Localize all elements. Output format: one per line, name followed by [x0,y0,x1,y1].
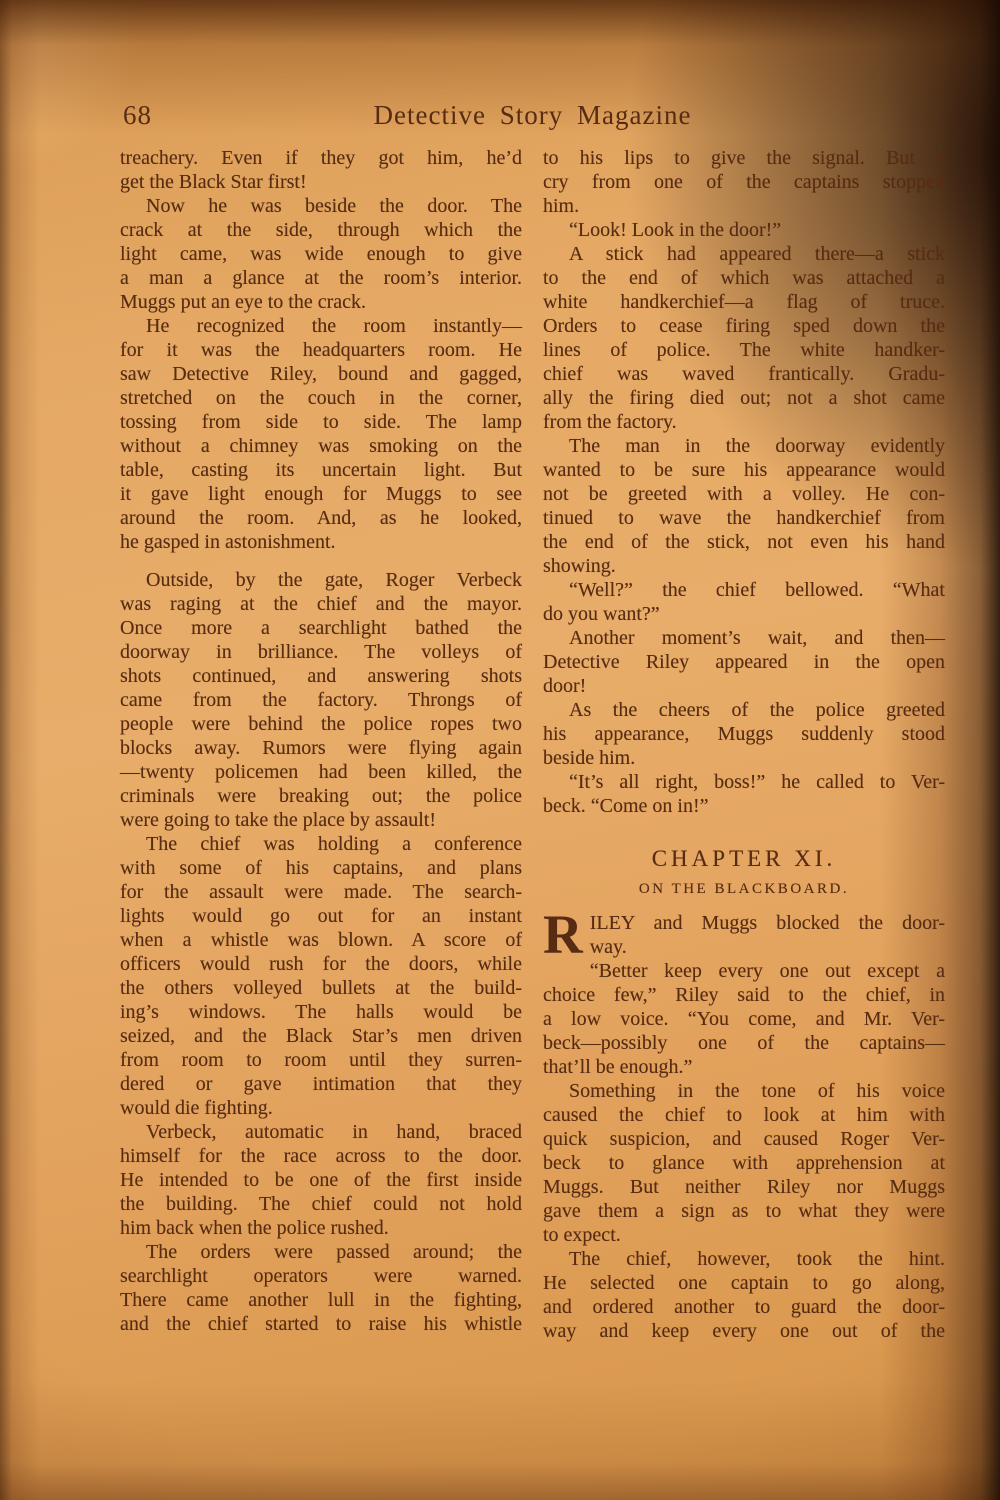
paragraph [120,314,522,554]
text-line: and the chief started to raise his whistle [120,1313,522,1335]
page-number: 68 [123,100,152,130]
text-line: Orders to cease firing sped down the [543,315,945,337]
text-line: A stick had appeared there—a stick [569,243,945,265]
text-line: the end of the stick, not even his hand [543,531,945,553]
running-title: Detective Story Magazine [373,100,692,130]
paragraph [120,194,522,314]
right-column-text [543,146,945,818]
text-line: Now he was beside the door. The [146,195,522,217]
text-line: The chief was holding a conference [146,833,522,855]
text-line: a man a glance at the room’s interior. [120,267,522,289]
text-line: criminals were breaking out; the police [120,785,522,807]
text-line: ally the firing died out; not a shot came [543,387,945,409]
chapter-subtitle: ON THE BLACKBOARD. [638,881,850,897]
text-line: and ordered another to guard the door- [543,1296,945,1318]
text-line: for the assault were made. The search- [120,881,522,903]
paragraph [543,218,945,242]
text-line: “It’s all right, boss!” he called to Ver- [569,771,945,793]
text-line: officers would rush for the doors, while [120,953,522,975]
chapter-opening-paragraph [543,904,945,965]
text-line: him. [543,195,580,217]
text-line: doorway in brilliance. The volleys of [120,641,522,663]
paragraph [543,698,945,770]
text-line: Another moment’s wait, and then— [569,627,945,649]
text-line: —twenty policemen had been killed, the [120,761,522,783]
paragraph [543,1079,945,1247]
text-line: Muggs. But neither Riley nor Muggs [543,1176,945,1198]
text-line: the others volleyed bullets at the build- [120,977,522,999]
text-line: stretched on the couch in the corner, [120,387,522,409]
paragraph [543,770,945,818]
text-line: that’ll be enough.” [543,1056,693,1078]
paragraph [543,1247,945,1343]
paragraph [120,1120,522,1240]
text-line: blocks away. Rumors were flying again [120,737,522,759]
text-line: “Better keep every one out except a [589,960,945,982]
text-line: Something in the tone of his voice [569,1080,945,1102]
text-line: for it was the headquarters room. He [120,339,522,361]
right-text-column [543,146,945,1343]
text-line: beck. “Come on in!” [543,795,709,817]
text-line: tinued to wave the handkerchief from [543,507,945,529]
chapter-title: CHAPTER XI. [651,846,837,871]
text-line: caused the chief to look at him with [543,1104,945,1126]
text-line: dered or gave intimation that they [120,1073,522,1095]
text-line: The man in the doorway evidently [569,435,945,457]
text-line: the building. The chief could not hold [120,1193,522,1215]
paragraph [543,578,945,626]
text-line: to the end of which was attached a [543,267,945,289]
text-line: saw Detective Riley, bound and gagged, [120,363,522,385]
text-line: Outside, by the gate, Roger Verbeck [146,569,522,591]
text-line: treachery. Even if they got him, he’d [120,147,522,169]
text-line: The chief, however, took the hint. [569,1248,945,1270]
text-line: would die fighting. [120,1097,273,1119]
left-text-column [120,146,522,1336]
text-line: not be greeted with a volley. He con- [543,483,945,505]
text-line: choice few,” Riley said to the chief, in [543,984,945,1006]
text-line: around the room. And, as he looked, [120,507,522,529]
text-line: he gasped in astonishment. [120,531,336,553]
text-line: get the Black Star first! [120,171,307,193]
text-line: beck to glance with apprehension at [543,1152,945,1174]
chapter-heading [543,846,945,899]
text-line: “Look! Look in the door!” [569,219,782,241]
text-line: ILEY and Muggs blocked the door- [589,912,945,934]
text-line: a low voice. “You come, and Mr. Ver- [543,1008,945,1030]
text-line: from the factory. [543,411,677,433]
text-line: Detective Riley appeared in the open [543,651,945,673]
text-line: were going to take the place by assault! [120,809,436,831]
text-line: He intended to be one of the first inside [120,1169,522,1191]
text-line: it gave light enough for Muggs to see [120,483,522,505]
text-line: tossing from side to side. The lamp [120,411,522,433]
paragraph [120,1240,522,1336]
paragraph [120,146,522,194]
text-line: chief was waved frantically. Gradu- [543,363,945,385]
text-line: way. [589,936,627,958]
text-line: with some of his captains, and plans [120,857,522,879]
text-line: from room to room until they surren- [120,1049,522,1071]
drop-cap: R [543,904,583,965]
paragraph [543,959,945,1079]
text-line: Once more a searchlight bathed the [120,617,522,639]
paragraph [543,242,945,434]
paragraph [120,832,522,1120]
text-line: Verbeck, automatic in hand, braced [146,1121,522,1143]
text-line: searchlight operators were warned. [120,1265,522,1287]
chapter-body-text [543,959,945,1343]
text-line: way and keep every one out of the [543,1320,945,1342]
paragraph [543,626,945,698]
text-line: lights would go out for an instant [120,905,522,927]
text-line: people were behind the police ropes two [120,713,522,735]
text-line: do you want?” [543,603,660,625]
page-header [120,100,945,136]
text-line: The orders were passed around; the [146,1241,522,1263]
text-line: him back when the police rushed. [120,1217,389,1239]
text-line: As the cheers of the police greeted [569,699,945,721]
text-line: quick suspicion, and caused Roger Ver- [543,1128,945,1150]
text-line: There came another lull in the fighting, [120,1289,522,1311]
text-line: Muggs put an eye to the crack. [120,291,367,313]
text-line: door! [543,675,587,697]
text-line: seized, and the Black Star’s men driven [120,1025,522,1047]
text-line: crack at the side, through which the [120,219,522,241]
text-line: beside him. [543,747,636,769]
text-line: lines of police. The white handker- [543,339,945,361]
text-line: to expect. [543,1224,621,1246]
text-line: He selected one captain to go along, [543,1272,945,1294]
text-line: beck—possibly one of the captains— [543,1032,945,1054]
text-line: “Well?” the chief bellowed. “What [569,579,945,601]
paragraph [543,434,945,578]
text-line: showing. [543,555,616,577]
text-line: came from the factory. Throngs of [120,689,522,711]
text-line: when a whistle was blown. A score of [120,929,522,951]
text-line: He recognized the room instantly— [146,315,522,337]
text-line: cry from one of the captains stopped [543,171,945,193]
text-line: white handkerchief—a flag of truce. [543,291,945,313]
text-line: was raging at the chief and the mayor. [120,593,522,615]
text-line: himself for the race across to the door. [120,1145,522,1167]
text-line: table, casting its uncertain light. But [120,459,522,481]
text-line: light came, was wide enough to give [120,243,522,265]
paragraph [543,146,945,218]
text-line: gave them a sign as to what they were [543,1200,945,1222]
text-line: wanted to be sure his appearance would [543,459,945,481]
text-line: ing’s windows. The halls would be [120,1001,522,1023]
text-line: to his lips to give the signal. But a [543,147,945,169]
text-line: shots continued, and answering shots [120,665,522,687]
text-line: without a chimney was smoking on the [120,435,522,457]
paragraph [120,568,522,832]
text-line: his appearance, Muggs suddenly stood [543,723,945,745]
